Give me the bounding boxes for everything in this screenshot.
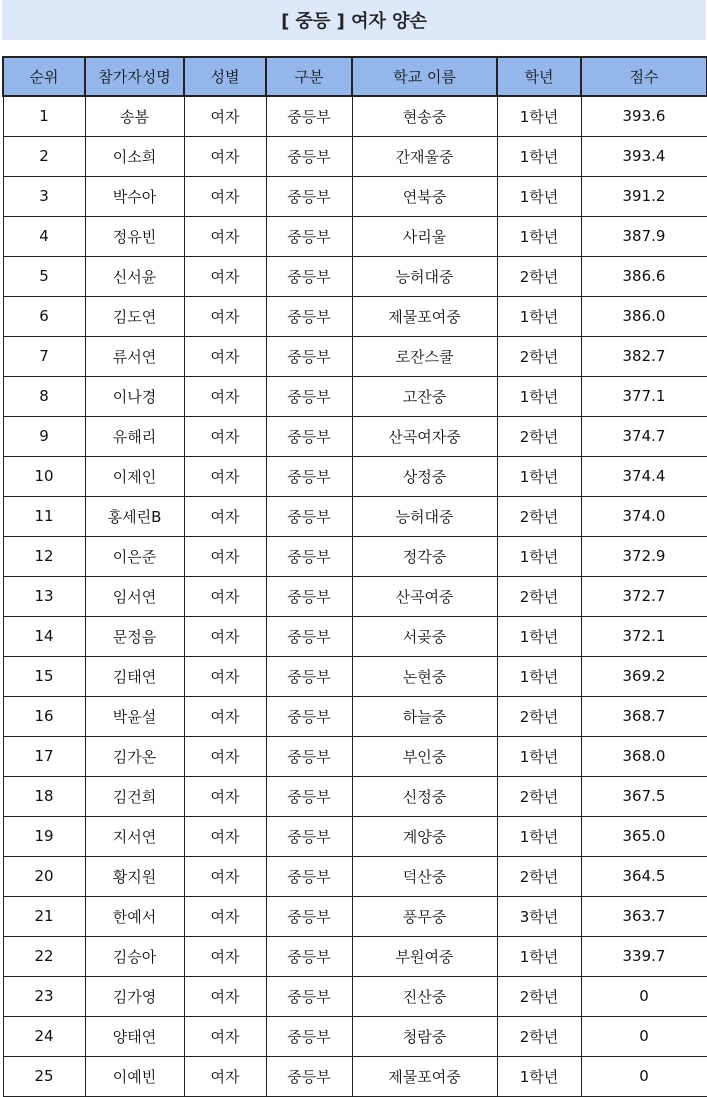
table-header	[3, 57, 707, 96]
cell-division: 중등부	[266, 816, 352, 856]
cell-score: 386.0	[581, 296, 707, 336]
cell-gender: 여자	[184, 616, 266, 656]
cell-grade: 1학년	[497, 96, 581, 136]
cell-division: 중등부	[266, 496, 352, 536]
cell-grade: 1학년	[497, 456, 581, 496]
cell-division: 중등부	[266, 856, 352, 896]
cell-name: 김건희	[85, 776, 184, 816]
cell-gender: 여자	[184, 296, 266, 336]
cell-score: 369.2	[581, 656, 707, 696]
cell-name: 문정음	[85, 616, 184, 656]
column-header-name: 참가자성명	[85, 57, 184, 96]
cell-school: 능허대중	[352, 256, 497, 296]
cell-rank: 16	[3, 696, 85, 736]
cell-name: 박수아	[85, 176, 184, 216]
cell-score: 393.6	[581, 96, 707, 136]
cell-school: 제물포여중	[352, 1056, 497, 1096]
cell-division: 중등부	[266, 896, 352, 936]
table-row	[3, 936, 707, 976]
cell-gender: 여자	[184, 856, 266, 896]
cell-division: 중등부	[266, 736, 352, 776]
cell-gender: 여자	[184, 376, 266, 416]
cell-rank: 5	[3, 256, 85, 296]
table-row	[3, 656, 707, 696]
cell-division: 중등부	[266, 1016, 352, 1056]
cell-school: 능허대중	[352, 496, 497, 536]
cell-name: 황지원	[85, 856, 184, 896]
cell-name: 한예서	[85, 896, 184, 936]
cell-score: 391.2	[581, 176, 707, 216]
cell-gender: 여자	[184, 656, 266, 696]
table-row	[3, 216, 707, 256]
cell-division: 중등부	[266, 256, 352, 296]
cell-school: 간재울중	[352, 136, 497, 176]
cell-school: 부인중	[352, 736, 497, 776]
cell-division: 중등부	[266, 96, 352, 136]
cell-division: 중등부	[266, 216, 352, 256]
table-row	[3, 1016, 707, 1056]
cell-grade: 1학년	[497, 1056, 581, 1096]
cell-gender: 여자	[184, 336, 266, 376]
table-row	[3, 336, 707, 376]
cell-grade: 2학년	[497, 496, 581, 536]
cell-grade: 2학년	[497, 256, 581, 296]
cell-grade: 1학년	[497, 296, 581, 336]
table-row	[3, 976, 707, 1016]
cell-division: 중등부	[266, 696, 352, 736]
column-header-gender: 성별	[184, 57, 266, 96]
table-row	[3, 136, 707, 176]
cell-school: 하늘중	[352, 696, 497, 736]
cell-name: 이나경	[85, 376, 184, 416]
cell-rank: 15	[3, 656, 85, 696]
cell-gender: 여자	[184, 96, 266, 136]
cell-grade: 2학년	[497, 1016, 581, 1056]
cell-grade: 1학년	[497, 616, 581, 656]
cell-rank: 7	[3, 336, 85, 376]
cell-score: 382.7	[581, 336, 707, 376]
cell-grade: 2학년	[497, 976, 581, 1016]
cell-rank: 10	[3, 456, 85, 496]
cell-rank: 13	[3, 576, 85, 616]
cell-name: 김승아	[85, 936, 184, 976]
cell-school: 정각중	[352, 536, 497, 576]
table-row	[3, 536, 707, 576]
table-row	[3, 736, 707, 776]
cell-gender: 여자	[184, 816, 266, 856]
cell-score: 0	[581, 1016, 707, 1056]
cell-gender: 여자	[184, 1016, 266, 1056]
cell-gender: 여자	[184, 416, 266, 456]
cell-grade: 2학년	[497, 776, 581, 816]
cell-score: 374.7	[581, 416, 707, 456]
cell-score: 372.9	[581, 536, 707, 576]
cell-gender: 여자	[184, 256, 266, 296]
cell-school: 신정중	[352, 776, 497, 816]
table-row	[3, 456, 707, 496]
cell-division: 중등부	[266, 536, 352, 576]
table-row	[3, 416, 707, 456]
cell-school: 산곡여자중	[352, 416, 497, 456]
cell-name: 이제인	[85, 456, 184, 496]
cell-gender: 여자	[184, 1056, 266, 1096]
table-row	[3, 176, 707, 216]
cell-score: 374.4	[581, 456, 707, 496]
cell-rank: 3	[3, 176, 85, 216]
cell-name: 이은준	[85, 536, 184, 576]
table-row	[3, 816, 707, 856]
table-row	[3, 776, 707, 816]
cell-rank: 14	[3, 616, 85, 656]
cell-name: 김도연	[85, 296, 184, 336]
table-row	[3, 696, 707, 736]
cell-school: 상정중	[352, 456, 497, 496]
table-row	[3, 616, 707, 656]
cell-division: 중등부	[266, 176, 352, 216]
table-body	[3, 96, 707, 1096]
table-row	[3, 896, 707, 936]
cell-gender: 여자	[184, 696, 266, 736]
cell-grade: 2학년	[497, 576, 581, 616]
cell-rank: 20	[3, 856, 85, 896]
cell-rank: 9	[3, 416, 85, 456]
cell-gender: 여자	[184, 736, 266, 776]
cell-school: 덕산중	[352, 856, 497, 896]
cell-school: 사리울	[352, 216, 497, 256]
cell-name: 신서윤	[85, 256, 184, 296]
cell-school: 로잔스쿨	[352, 336, 497, 376]
table-row	[3, 296, 707, 336]
cell-division: 중등부	[266, 296, 352, 336]
cell-rank: 23	[3, 976, 85, 1016]
column-header-division: 구분	[266, 57, 352, 96]
cell-gender: 여자	[184, 536, 266, 576]
cell-division: 중등부	[266, 976, 352, 1016]
cell-division: 중등부	[266, 416, 352, 456]
cell-score: 0	[581, 976, 707, 1016]
cell-gender: 여자	[184, 896, 266, 936]
table-row	[3, 576, 707, 616]
page-title: [ 중등 ] 여자 양손	[2, 0, 706, 40]
cell-rank: 25	[3, 1056, 85, 1096]
cell-name: 김가영	[85, 976, 184, 1016]
cell-score: 393.4	[581, 136, 707, 176]
cell-score: 339.7	[581, 936, 707, 976]
cell-rank: 1	[3, 96, 85, 136]
cell-gender: 여자	[184, 976, 266, 1016]
cell-grade: 1학년	[497, 656, 581, 696]
cell-school: 청람중	[352, 1016, 497, 1056]
cell-name: 이예빈	[85, 1056, 184, 1096]
cell-score: 374.0	[581, 496, 707, 536]
table-row	[3, 96, 707, 136]
cell-name: 송봄	[85, 96, 184, 136]
cell-name: 류서연	[85, 336, 184, 376]
cell-school: 현송중	[352, 96, 497, 136]
cell-division: 중등부	[266, 576, 352, 616]
cell-rank: 8	[3, 376, 85, 416]
cell-school: 진산중	[352, 976, 497, 1016]
cell-division: 중등부	[266, 136, 352, 176]
cell-gender: 여자	[184, 456, 266, 496]
cell-rank: 21	[3, 896, 85, 936]
cell-name: 지서연	[85, 816, 184, 856]
cell-score: 386.6	[581, 256, 707, 296]
cell-rank: 19	[3, 816, 85, 856]
cell-score: 0	[581, 1056, 707, 1096]
table-row	[3, 496, 707, 536]
cell-score: 368.0	[581, 736, 707, 776]
cell-school: 서곶중	[352, 616, 497, 656]
column-header-grade: 학년	[497, 57, 581, 96]
cell-grade: 1학년	[497, 536, 581, 576]
cell-name: 박윤설	[85, 696, 184, 736]
cell-school: 부원여중	[352, 936, 497, 976]
table-row	[3, 1056, 707, 1096]
cell-name: 임서연	[85, 576, 184, 616]
cell-gender: 여자	[184, 776, 266, 816]
cell-school: 고잔중	[352, 376, 497, 416]
cell-grade: 1학년	[497, 936, 581, 976]
cell-name: 이소희	[85, 136, 184, 176]
cell-gender: 여자	[184, 136, 266, 176]
cell-name: 김가온	[85, 736, 184, 776]
cell-division: 중등부	[266, 776, 352, 816]
cell-rank: 22	[3, 936, 85, 976]
cell-gender: 여자	[184, 576, 266, 616]
cell-school: 계양중	[352, 816, 497, 856]
cell-division: 중등부	[266, 656, 352, 696]
cell-rank: 4	[3, 216, 85, 256]
cell-grade: 1학년	[497, 216, 581, 256]
cell-division: 중등부	[266, 336, 352, 376]
cell-rank: 11	[3, 496, 85, 536]
cell-grade: 1학년	[497, 816, 581, 856]
cell-name: 홍세린B	[85, 496, 184, 536]
cell-grade: 2학년	[497, 416, 581, 456]
cell-score: 372.7	[581, 576, 707, 616]
cell-grade: 2학년	[497, 856, 581, 896]
cell-gender: 여자	[184, 216, 266, 256]
results-table	[2, 56, 707, 1097]
cell-grade: 3학년	[497, 896, 581, 936]
cell-school: 연북중	[352, 176, 497, 216]
cell-division: 중등부	[266, 456, 352, 496]
cell-division: 중등부	[266, 376, 352, 416]
cell-rank: 17	[3, 736, 85, 776]
cell-score: 377.1	[581, 376, 707, 416]
cell-division: 중등부	[266, 1056, 352, 1096]
cell-gender: 여자	[184, 936, 266, 976]
column-header-rank: 순위	[3, 57, 85, 96]
cell-gender: 여자	[184, 496, 266, 536]
cell-score: 365.0	[581, 816, 707, 856]
cell-grade: 2학년	[497, 696, 581, 736]
cell-rank: 12	[3, 536, 85, 576]
cell-school: 제물포여중	[352, 296, 497, 336]
header-row	[3, 57, 707, 96]
cell-name: 유해리	[85, 416, 184, 456]
table-row	[3, 856, 707, 896]
cell-score: 387.9	[581, 216, 707, 256]
cell-name: 김태연	[85, 656, 184, 696]
cell-grade: 1학년	[497, 176, 581, 216]
cell-score: 364.5	[581, 856, 707, 896]
cell-score: 363.7	[581, 896, 707, 936]
cell-gender: 여자	[184, 176, 266, 216]
cell-grade: 1학년	[497, 136, 581, 176]
cell-score: 372.1	[581, 616, 707, 656]
cell-rank: 18	[3, 776, 85, 816]
cell-score: 367.5	[581, 776, 707, 816]
column-header-score: 점수	[581, 57, 707, 96]
cell-grade: 1학년	[497, 736, 581, 776]
cell-grade: 1학년	[497, 376, 581, 416]
table-row	[3, 376, 707, 416]
cell-rank: 24	[3, 1016, 85, 1056]
cell-school: 산곡여중	[352, 576, 497, 616]
cell-score: 368.7	[581, 696, 707, 736]
cell-name: 정유빈	[85, 216, 184, 256]
cell-rank: 2	[3, 136, 85, 176]
table-row	[3, 256, 707, 296]
cell-school: 논현중	[352, 656, 497, 696]
column-header-school: 학교 이름	[352, 57, 497, 96]
cell-name: 양태연	[85, 1016, 184, 1056]
cell-division: 중등부	[266, 936, 352, 976]
cell-division: 중등부	[266, 616, 352, 656]
cell-grade: 2학년	[497, 336, 581, 376]
cell-school: 풍무중	[352, 896, 497, 936]
cell-rank: 6	[3, 296, 85, 336]
